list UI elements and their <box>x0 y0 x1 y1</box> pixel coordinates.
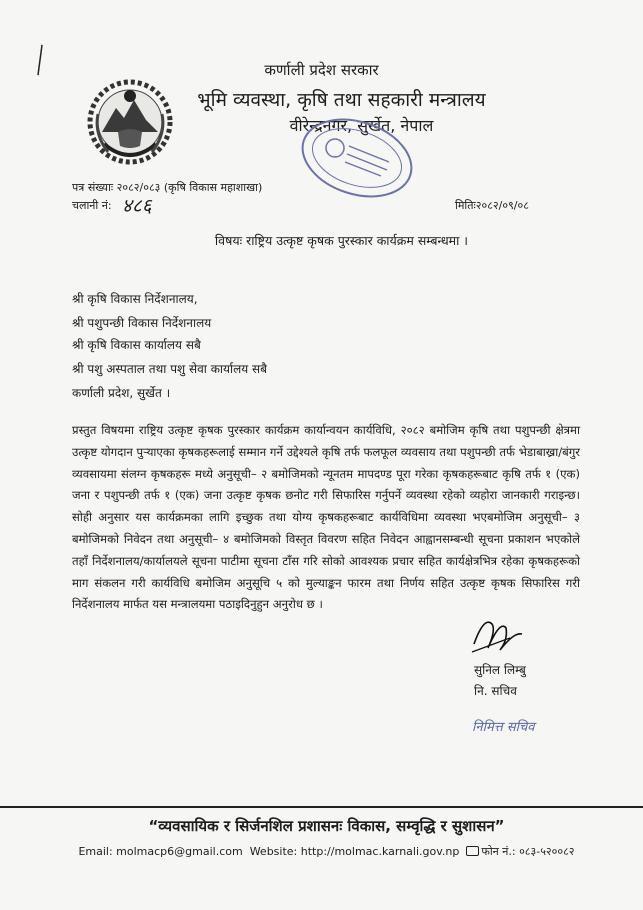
dispatch-number: ४८६ <box>122 195 152 217</box>
ministry-name: भूमि व्यवस्था, कृषि तथा सहकारी मन्त्रालय <box>197 89 486 111</box>
letter-body: प्रस्तुत विषयमा राष्ट्रिय उत्कृष्ट कृषक पुरस्कार कार्यक्रम कार्यान्वयन कार्यविधि, २०८२ बमोजिम कृषि तथा पशुपन्छी क्षेत्रमा उत्कृष्ट योगदान पुर्‍याएका कृषकहरूलाई सम्मान गर्ने उद्देश्यले कृषि तर्फ फलफूल व्यवसाय तथा पशुपन्छी तर्फ भेडाबाख्रा/बंगुर व्यवसायमा संलग्न कृषकहरू मध्ये अनुसूची– २ बमोजिमको न्यूनतम मापदण्ड पूरा गरेका कृषकहरूबाट कृषि तर्फ १ (एक) जना र पशुपन्छी तर्फ १ (एक) जना उत्कृष्ट कृषक छनोट गरी सिफारिस गर्नुपर्ने व्यवस्था रहेको व्यहोरा जानकारी गराइन्छ। सोही अनुसार यस कार्यक्रमका लागि इच्छुक तथा योग्य कृषकहरूबाट कार्यविधिमा व्यवस्था भएबमोजिम अनुसूची– ३ बमोजिमको निवेदन तथा अनुसूची– ४ बमोजिमको विस्तृत विवरण सहित निवेदन आह्वानसम्बन्धी सूचना प्रकाशन भएकोले तहाँ निर्देशनालय/कार्यालयले सूचना पाटीमा सूचना टाँस गरि सोको आवश्यक प्रचार सहित कार्यक्षेत्रभित्र रहेका कृषकहरूको माग संकलन गरी कार्यविधि बमोजिम अनुसूचि ५ को मुल्याङ्कन फारम तथा निर्णय सहित उत्कृष्ट कृषक सिफारिस गरी निर्देशनालय मार्फत यस मन्त्रालयमा पठाइदिनुहुन अनुरोध छ । <box>72 423 580 612</box>
letter-date: मितिः२०८२/०९/०८ <box>455 199 529 212</box>
dispatch-label: चलानी नं: <box>72 199 112 212</box>
footer-contact <box>0 844 643 859</box>
recipient-line: श्री कृषि विकास कार्यालय सबै <box>72 338 201 352</box>
footer-website: Website: http://molmac.karnali.gov.np <box>249 845 460 858</box>
government-name: कर्णाली प्रदेश सरकार <box>264 61 379 79</box>
acting-secretary-stamp: निमित्त सचिव <box>472 720 535 735</box>
footer-motto: “व्यवसायिक र सिर्जनशिल प्रशासनः विकास, सम्वृद्धि र सुशासन” <box>148 817 505 835</box>
signatory-name: सुनिल लिम्बु <box>474 663 526 677</box>
phone-icon <box>466 846 479 856</box>
letter-reference-number: पत्र संख्याः २०८२/०८३ (कृषि विकास महाशाखा) <box>72 181 263 194</box>
signatory-title: नि. सचिव <box>474 684 517 698</box>
letter-subject: विषयः राष्ट्रिय उत्कृष्ट कृषक पुरस्कार कार्यक्रम सम्बन्धमा । <box>214 233 469 248</box>
signature-icon <box>470 610 525 655</box>
footer-phone: फोन नं.: ०८३-५२००८२ <box>481 845 575 858</box>
recipient-line: श्री पशुपन्छी विकास निर्देशनालय <box>72 316 212 330</box>
office-address: वीरेन्द्रनगर, सुर्खेत, नेपाल <box>289 116 434 135</box>
recipient-line: श्री पशु अस्पताल तथा पशु सेवा कार्यालय सबै <box>72 362 267 376</box>
recipient-line: श्री कृषि विकास निर्देशनालय, <box>72 292 198 306</box>
footer-email: Email: molmacp6@gmail.com <box>78 845 243 858</box>
ministry-seal-icon <box>297 118 417 198</box>
footer-divider <box>0 806 643 808</box>
recipient-location: कर्णाली प्रदेश, सुर्खेत । <box>72 386 171 400</box>
